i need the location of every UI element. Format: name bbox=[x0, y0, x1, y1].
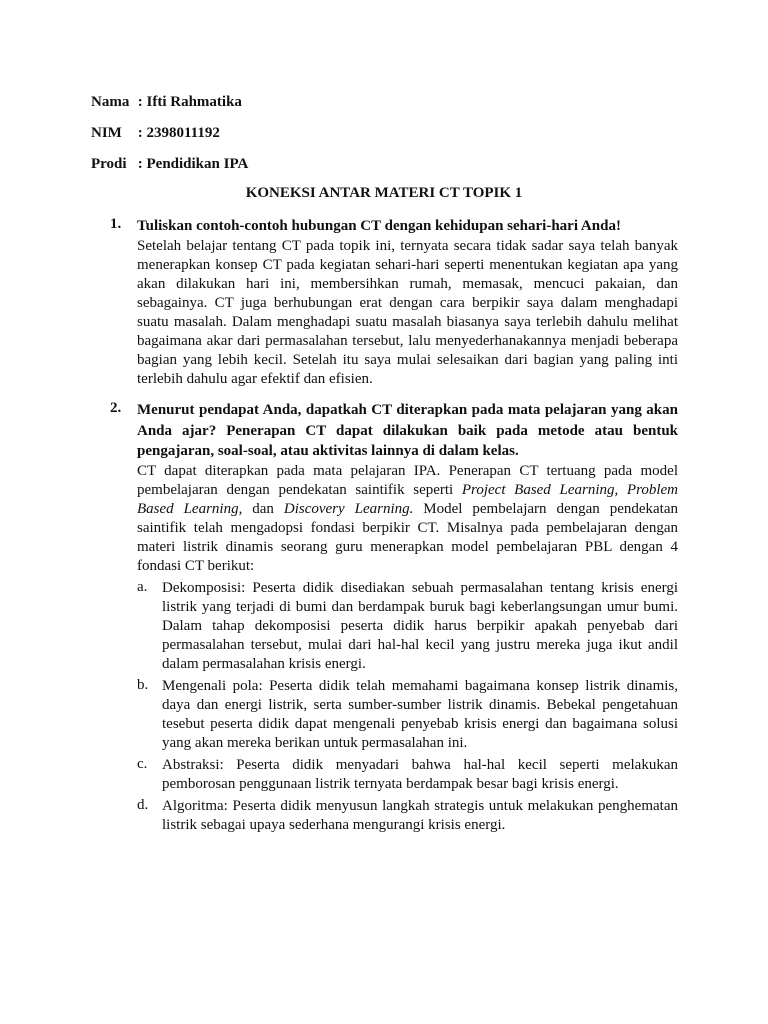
question-number: 2. bbox=[110, 400, 122, 416]
question-2 bbox=[110, 400, 678, 835]
list-item-text: Abstraksi: Peserta didik menyadari bahwa hal-hal kecil seperti melakukan pemborosan penggunaan listrik ternyata berdampak besar bagi krisis energi. bbox=[162, 757, 678, 793]
list-item-letter: c. bbox=[137, 756, 148, 773]
list-item-text: Dekomposisi: Peserta didik disediakan sebuah permasalahan tentang krisis energi listrik yang terjadi di bumi dan berdampak buruk bagi keberlangsungan umur bumi. Dalam tahap dekomposisi peserta didik harus berpikir apakah penyebab dari permasalahan tersebut, mulai dari hal-hal kecil yang justru mereka juga ikut andil dalam permasalahan krisis energi. bbox=[162, 580, 678, 673]
answer-text bbox=[137, 462, 678, 577]
question-1 bbox=[110, 216, 678, 389]
answer-italic: Project Based Learning, Problem Based Learning, bbox=[137, 481, 679, 517]
list-item-text: Mengenali pola: Peserta didik telah memahami bagaimana konsep listrik dinamis, daya dan energi listrik, serta sumber-sumber listrik dinamis. Bebekal pengetahuan tesebut peserta didik dapat mengenali penyebab krisis energi dan bagaimana solusi yang akan mereka berikan untuk permasalahan ini. bbox=[162, 678, 678, 752]
list-item bbox=[137, 756, 678, 794]
list-item-letter: d. bbox=[137, 797, 149, 814]
question-body bbox=[137, 400, 678, 835]
prodi-label: Prodi bbox=[91, 156, 127, 172]
list-item-letter: a. bbox=[137, 579, 148, 596]
question-body bbox=[137, 216, 678, 389]
list-item bbox=[137, 797, 678, 835]
list-item-text: Algoritma: Peserta didik menyusun langkah strategis untuk melakukan penghematan listrik sebagai upaya sederhana mengurangi krisis energi. bbox=[162, 798, 678, 834]
name-label: Nama bbox=[91, 94, 130, 110]
name-value: : Ifti Rahmatika bbox=[137, 94, 242, 110]
answer-part: dan bbox=[242, 500, 284, 517]
answer-text: Setelah belajar tentang CT pada topik ini, ternyata secara tidak sadar saya telah banyak menerapkan konsep CT pada kegiatan sehari-hari seperti menentukan kegiatan apa yang akan dilakukan hari ini, membersihkan rumah, memasak, mencuci pakaian, dan sebagainya. CT juga berhubungan erat dengan cara berpikir saya dalam menghadapi suatu masalah. Dalam menghadapi suatu masalah biasanya saya terlebih dahulu melihat bagaimana akar dari permasalahan tersebut, lalu menyederhanakannya menjadi beberapa bagian yang lebih kecil. Setelah itu saya mulai selesaikan dari bagian yang paling inti terlebih dahulu agar efektif dan efisien. bbox=[137, 237, 678, 388]
nim-label: NIM bbox=[91, 125, 122, 141]
list-item-letter: b. bbox=[137, 677, 149, 694]
list-item bbox=[137, 677, 678, 753]
question-text: Menurut pendapat Anda, dapatkah CT diterapkan pada mata pelajaran yang akan Anda ajar? Penerapan CT dapat dilakukan baik pada metode atau bentuk pengajaran, soal-soal, atau aktivitas lainnya di dalam kelas. bbox=[137, 402, 678, 459]
question-text: Tuliskan contoh-contoh hubungan CT dengan kehidupan sehari-hari Anda! bbox=[137, 218, 621, 234]
nim-row bbox=[91, 123, 220, 143]
answer-part: CT dapat diterapkan pada mata pelajaran IPA. Penerapan CT tertuang pada model pembelajaran dengan pendekatan saintifik seperti bbox=[137, 462, 678, 498]
prodi-row bbox=[91, 154, 248, 174]
list-item bbox=[137, 579, 678, 674]
answer-italic: Discovery Learning. bbox=[283, 500, 414, 517]
name-row bbox=[91, 92, 242, 112]
question-number: 1. bbox=[110, 216, 122, 232]
answer-part: Model pembelajarn dengan pendekatan saintifik telah mengadopsi fondasi berpikir CT. Misalnya pada pembelajaran dengan materi listrik dinamis seorang guru menerapkan model pembelajaran PBL dengan 4 fondasi CT berikut: bbox=[137, 500, 678, 574]
nim-value: : 2398011192 bbox=[137, 125, 220, 141]
prodi-value: : Pendidikan IPA bbox=[137, 156, 249, 172]
page-title: KONEKSI ANTAR MATERI CT TOPIK 1 bbox=[245, 185, 523, 201]
